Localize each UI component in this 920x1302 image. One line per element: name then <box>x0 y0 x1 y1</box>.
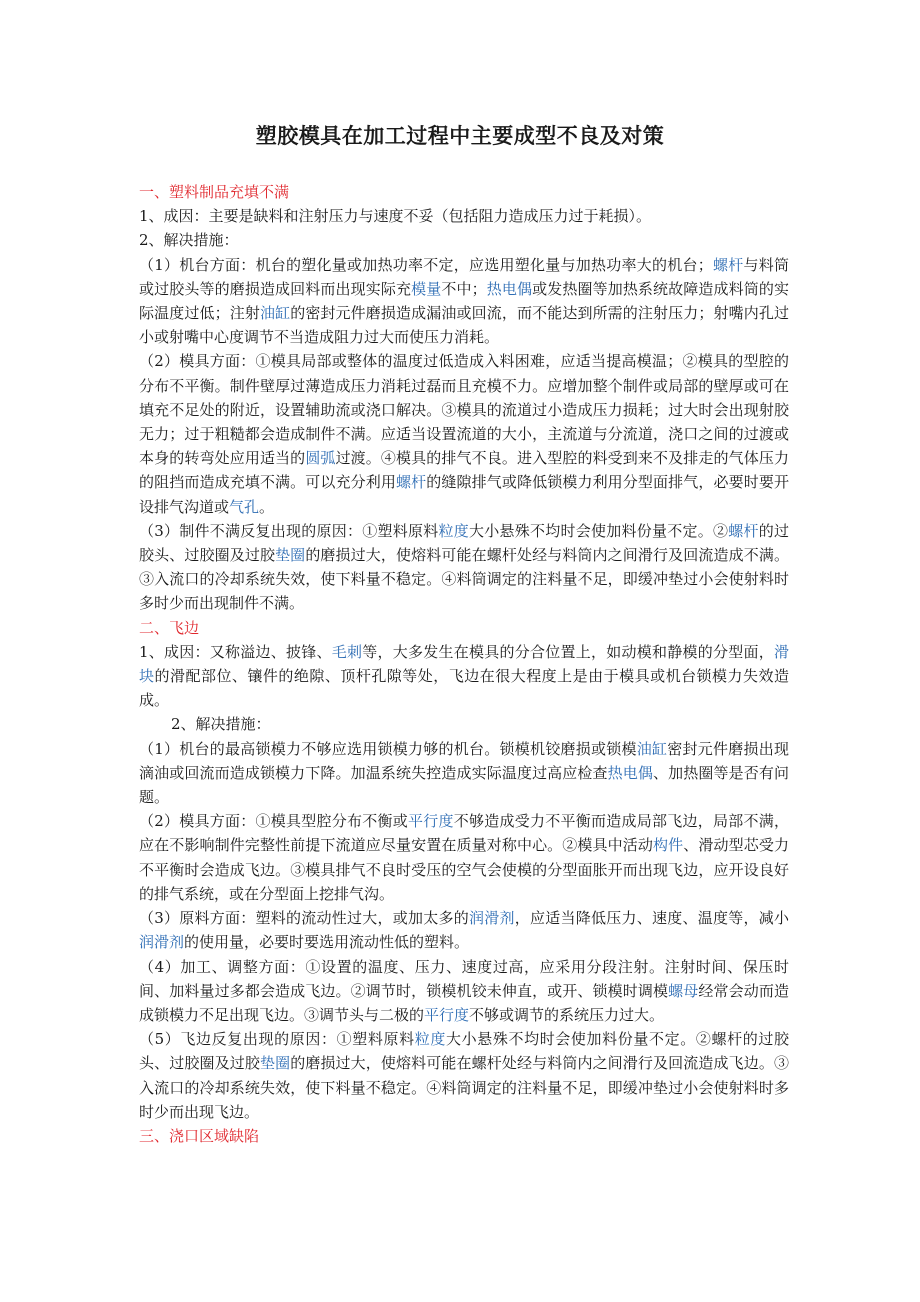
paragraph-text: 1、成因：又称溢边、披锋、 <box>139 642 332 661</box>
document-body <box>139 180 789 1148</box>
paragraph-text: 大小悬殊不均时会使加料份量不定。② <box>469 521 729 540</box>
paragraph <box>139 809 789 906</box>
paragraph-text: 、加热圈等是否有问题。 <box>139 763 789 807</box>
paragraph-text: 密封元件磨损出现滴油或回流而造成锁模力下降。加温系统失控造成实际温度过高应检查 <box>139 739 789 782</box>
paragraph-text: 大小悬殊不均时会使加料份量不定。②螺杆的过胶头、过胶圈及过胶 <box>139 1030 789 1073</box>
paragraph-text: 等，大多发生在模具的分合位置上，如动模和静模的分型面， <box>362 642 774 661</box>
paragraph <box>139 1027 789 1124</box>
paragraph-text: 不够造成受力不平衡而造成局部飞边，局部不满，应在不影响制件完整性前提下流道应尽量安置在质量对称中心。②模具中活动 <box>139 812 789 855</box>
paragraph-text: 不够或调节的系统压力过大。 <box>469 1005 665 1024</box>
paragraph <box>139 204 789 228</box>
keyword-link[interactable]: 平行度 <box>408 812 454 831</box>
paragraph-text: 的磨损过大，使熔料可能在螺杆处经与料筒内之间滑行及回流造成飞边。③入流口的冷却系统失效，使下料量不稳定。④料筒调定的注料量不足，即缓冲垫过小会使射料时多时少而出现飞边。 <box>139 1054 789 1121</box>
paragraph-text: （4）加工、调整方面：①设置的温度、压力、速度过高，应采用分段注射。注射时间、保压时间、加料量过多都会造成飞边。②调节时，锁模机铰未伸直，或开、锁模时调模 <box>139 957 789 1000</box>
keyword-link[interactable]: 粒度 <box>414 1030 446 1049</box>
paragraph <box>139 640 789 713</box>
paragraph-text: （3）制件不满反复出现的原因：①塑料原料 <box>139 521 439 540</box>
keyword-link[interactable]: 滑块 <box>139 642 789 686</box>
paragraph <box>139 253 789 350</box>
paragraph-text: 2、解决措施： <box>171 715 271 734</box>
keyword-link[interactable]: 螺杆 <box>728 521 759 540</box>
keyword-link[interactable]: 垫圈 <box>259 1054 291 1073</box>
paragraph-text: （5）飞边反复出现的原因：①塑料原料 <box>139 1030 415 1049</box>
paragraph-text: （3）原料方面：塑料的流动性过大，或加太多的 <box>139 909 470 928</box>
paragraph-text: ，应适当降低压力、速度、温度等，减小 <box>514 909 789 928</box>
keyword-link[interactable]: 润滑剂 <box>469 909 515 928</box>
keyword-link[interactable]: 油缸 <box>636 739 668 758</box>
paragraph <box>139 349 789 518</box>
keyword-link[interactable]: 平行度 <box>424 1005 470 1024</box>
paragraph <box>139 519 789 616</box>
paragraph-text: 不中； <box>441 279 487 298</box>
keyword-link[interactable]: 模量 <box>411 279 442 298</box>
paragraph <box>139 906 789 954</box>
paragraph-text: 经常会动而造成锁模力不足出现飞边。③调节头与二极的 <box>139 981 789 1024</box>
document-title: 塑胶模具在加工过程中主要成型不良及对策 <box>255 124 665 148</box>
keyword-link[interactable]: 螺杆 <box>396 473 427 492</box>
paragraph-text: 。 <box>259 497 275 516</box>
paragraph-text: 2、解决措施： <box>139 231 239 250</box>
keyword-link[interactable]: 螺母 <box>668 981 699 1000</box>
paragraph-text: 的滑配部位、镶件的绝隙、顶杆孔隙等处，飞边在很大程度上是由于模具或机台锁模力失效造成。 <box>139 667 789 710</box>
keyword-link[interactable]: 热电偶 <box>486 279 533 298</box>
paragraph-text: 的缝隙排气或降低锁模力利用分型面排气，必要时要开设排气沟道或 <box>139 473 789 516</box>
paragraph <box>139 737 789 810</box>
keyword-link[interactable]: 螺杆 <box>712 255 744 274</box>
paragraph-text: （2）模具方面：①模具型腔分布不衡或 <box>139 812 409 831</box>
paragraph-text: 的密封元件磨损造成漏油或回流，而不能达到所需的注射压力；射嘴内孔过小或射嘴中心度调节不当造成阻力过大而使压力消耗。 <box>139 304 789 347</box>
section-heading: 二、飞边 <box>139 618 200 637</box>
section-heading: 三、浇口区域缺陷 <box>139 1126 260 1145</box>
paragraph-text: 与料筒或过胶头等的磨损造成回料而出现实际充 <box>139 255 789 298</box>
paragraph-text: （2）模具方面：①模具局部或整体的温度过低造成入料困难，应适当提高模温；②模具的型腔的分布不平衡。制件壁厚过薄造成压力消耗过磊而且充模不力。应增加整个制件或局部的壁厚或可在填充不足处的附近，设置辅助流或浇口解决。③模具的流道过小造成压力损耗；过大时会出现射胶无力；过于粗糙都会造成制件不满。应适当设置流道的大小，主流道与分流道，浇口之间的过渡或本身的转弯处应用适当的 <box>139 352 789 468</box>
paragraph <box>139 712 789 736</box>
paragraph-text: 或发热圈等加热系统故障造成料筒的实际温度过低；注射 <box>139 279 789 323</box>
paragraph-text: 1、成因：主要是缺料和注射压力与速度不妥（包括阻力造成压力过于耗损）。 <box>139 207 652 226</box>
paragraph <box>139 955 789 1028</box>
keyword-link[interactable]: 油缸 <box>259 304 291 323</box>
keyword-link[interactable]: 润滑剂 <box>139 933 185 952</box>
paragraph <box>139 228 789 252</box>
keyword-link[interactable]: 粒度 <box>438 521 469 540</box>
paragraph-text: 的磨损过大，使熔料可能在螺杆处经与料筒内之间滑行及回流造成不满。③入流口的冷却系统失效，使下料量不稳定。④料筒调定的注料量不足，即缓冲垫过小会使射料时多时少而出现制件不满。 <box>139 546 789 613</box>
keyword-link[interactable]: 圆弧 <box>305 449 336 468</box>
section-heading: 一、塑料制品充填不满 <box>139 183 290 201</box>
paragraph-text: （1）机台方面：机台的塑化量或加热功率不定，应选用塑化量与加热功率大的机台； <box>139 255 713 274</box>
keyword-link[interactable]: 气孔 <box>229 497 260 516</box>
paragraph-text: 的过胶头、过胶圈及过胶 <box>139 521 789 565</box>
paragraph-text: 的使用量，必要时要选用流动性低的塑料。 <box>184 933 470 952</box>
keyword-link[interactable]: 毛刺 <box>331 642 363 661</box>
paragraph-text: （1）机台的最高锁模力不够应选用锁模力够的机台。锁模机铰磨损或锁模 <box>139 739 637 758</box>
paragraph-text: 过渡。④模具的排气不良。进入型腔的料受到来不及排走的气体压力的阻挡而造成充填不满。可以充分利用 <box>139 449 789 492</box>
keyword-link[interactable]: 垫圈 <box>275 546 306 565</box>
paragraph-text: 、滑动型芯受力不平衡时会造成飞边。③模具排气不良时受压的空气会使模的分型面胀开而出现飞边，应开设良好的排气系统，或在分型面上挖排气沟。 <box>139 836 789 903</box>
keyword-link[interactable]: 热电偶 <box>607 763 654 782</box>
keyword-link[interactable]: 构件 <box>653 836 684 855</box>
